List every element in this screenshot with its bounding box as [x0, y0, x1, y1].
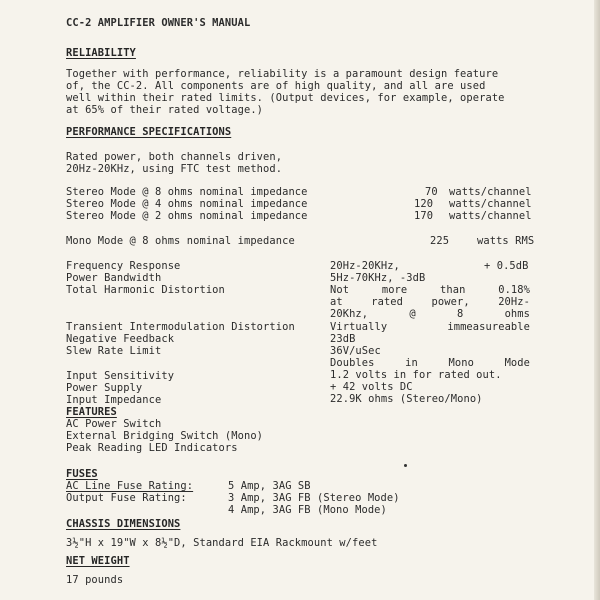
- feedback-value: 23dB: [330, 333, 356, 345]
- thd-line-2: at rated power, 20Hz-: [330, 296, 530, 308]
- stereo-8-value: 70: [425, 186, 438, 198]
- tim-label: Transient Intermodulation Distortion: [66, 321, 295, 333]
- slew-label: Slew Rate Limit: [66, 345, 162, 357]
- fuse-ac-value: 5 Amp, 3AG SB: [228, 480, 311, 492]
- fuse-output-value-1: 3 Amp, 3AG FB (Stereo Mode): [228, 492, 400, 504]
- thd-value: [330, 284, 530, 320]
- stereo-2-label: Stereo Mode @ 2 ohms nominal impedance: [66, 210, 308, 222]
- thd-label: Total Harmonic Distortion: [66, 284, 225, 296]
- performance-intro-1: Rated power, both channels driven,: [66, 151, 283, 163]
- stereo-2-unit: watts/channel: [449, 210, 532, 222]
- fuse-output-value-2: 4 Amp, 3AG FB (Mono Mode): [228, 504, 387, 516]
- impedance-value: 22.9K ohms (Stereo/Mono): [330, 393, 483, 405]
- mono-unit: watts RMS: [477, 235, 535, 247]
- mono-value: 225: [430, 235, 450, 247]
- feedback-label: Negative Feedback: [66, 333, 175, 345]
- chassis-heading: CHASSIS DIMENSIONS: [66, 518, 181, 530]
- performance-heading: PERFORMANCE SPECIFICATIONS: [66, 126, 232, 138]
- features-heading: FEATURES: [66, 406, 117, 418]
- reliability-line-3: well within their rated limits. (Output devices, for example, operate: [66, 92, 505, 104]
- bandwidth-label: Power Bandwidth: [66, 272, 162, 284]
- sensitivity-label: Input Sensitivity: [66, 370, 175, 382]
- mono-label: Mono Mode @ 8 ohms nominal impedance: [66, 235, 295, 247]
- slew-value: 36V/uSec: [330, 345, 381, 357]
- reliability-line-4: at 65% of their rated voltage.): [66, 104, 264, 116]
- feature-item-2: External Bridging Switch (Mono): [66, 430, 264, 442]
- stereo-2-value: 170: [414, 210, 434, 222]
- performance-intro-2: 20Hz-20KHz, using FTC test method.: [66, 163, 283, 175]
- impedance-label: Input Impedance: [66, 394, 162, 406]
- sensitivity-value: 1.2 volts in for rated out.: [330, 369, 502, 381]
- bandwidth-value: 5Hz-70KHz, -3dB: [330, 272, 426, 284]
- stereo-8-unit: watts/channel: [449, 186, 532, 198]
- chassis-text: 3½"H x 19"W x 8½"D, Standard EIA Rackmount w/feet: [66, 537, 378, 549]
- reliability-line-1: Together with performance, reliability is a paramount design feature: [66, 68, 499, 80]
- feature-item-3: Peak Reading LED Indicators: [66, 442, 238, 454]
- weight-text: 17 pounds: [66, 574, 124, 586]
- fuse-output-label: Output Fuse Rating:: [66, 492, 187, 504]
- stereo-4-value: 120: [414, 198, 434, 210]
- ink-speck: [404, 464, 407, 467]
- page-title: CC-2 AMPLIFIER OWNER'S MANUAL: [66, 17, 251, 29]
- slew-note: Doubles in Mono Mode: [330, 357, 530, 369]
- thd-line-3: 20Khz, @ 8 ohms: [330, 308, 530, 320]
- thd-line-1: Not more than 0.18%: [330, 284, 530, 296]
- feature-item-1: AC Power Switch: [66, 418, 162, 430]
- fuse-ac-label: AC Line Fuse Rating:: [66, 480, 194, 492]
- supply-value: + 42 volts DC: [330, 381, 413, 393]
- supply-label: Power Supply: [66, 382, 143, 394]
- stereo-4-label: Stereo Mode @ 4 ohms nominal impedance: [66, 198, 308, 210]
- stereo-8-label: Stereo Mode @ 8 ohms nominal impedance: [66, 186, 308, 198]
- weight-heading: NET WEIGHT: [66, 555, 130, 567]
- page-edge: [594, 0, 600, 600]
- reliability-line-2: of, the CC-2. All components are of high quality, and all are used: [66, 80, 486, 92]
- freq-tolerance: + 0.5dB: [484, 260, 529, 272]
- freq-value: 20Hz-20KHz,: [330, 260, 400, 272]
- fuses-heading: FUSES: [66, 468, 98, 480]
- reliability-heading: RELIABILITY: [66, 47, 136, 59]
- freq-label: Frequency Response: [66, 260, 181, 272]
- tim-value: Virtually immeasureable: [330, 321, 530, 333]
- stereo-4-unit: watts/channel: [449, 198, 532, 210]
